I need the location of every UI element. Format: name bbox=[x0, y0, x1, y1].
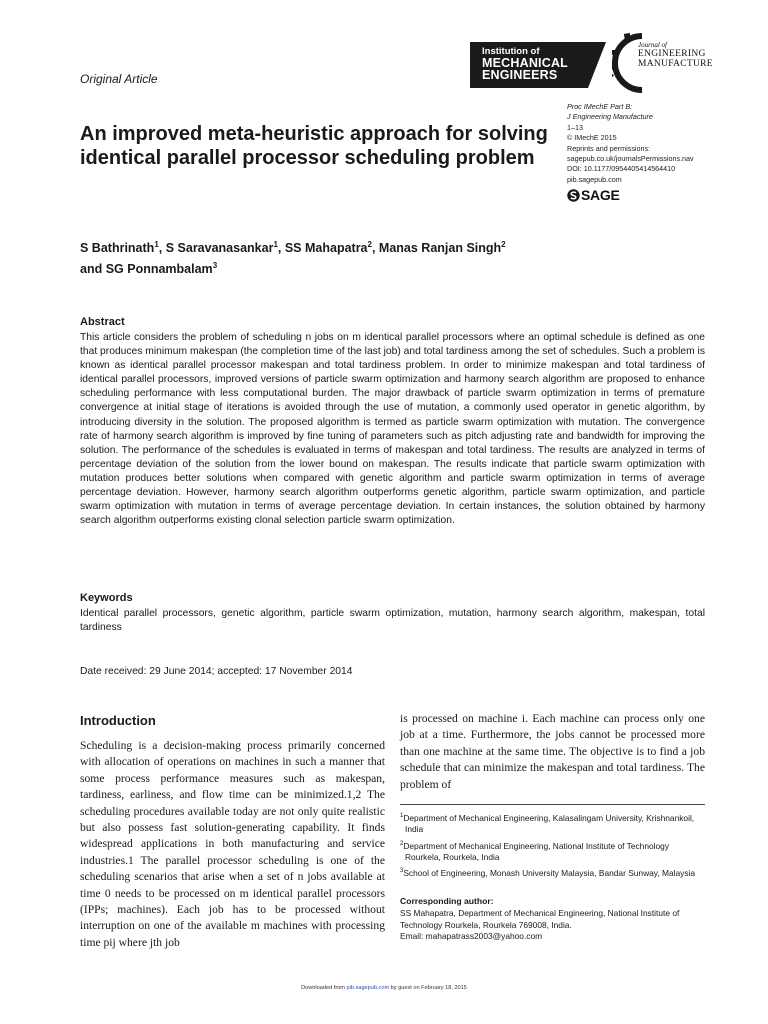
introduction-right-column: is processed on machine i. Each machine can process only one job at a time. Furthermore, the jobs cannot be processed more than one machine at the same time. The objective is to find a job schedule that can minimize the makespan and total tardiness. The problem of bbox=[400, 712, 705, 791]
journal-site-link[interactable]: pib.sagepub.com bbox=[567, 174, 622, 184]
affiliation-mark: 1 bbox=[400, 813, 404, 819]
affiliation-text: School of Engineering, Monash University Malaysia, Bandar Sunway, Malaysia bbox=[403, 868, 696, 879]
sage-s-icon bbox=[567, 189, 580, 202]
journal-logo bbox=[612, 32, 712, 94]
author-name: SG Ponnambalam bbox=[105, 262, 213, 277]
author-separator: , bbox=[158, 241, 166, 256]
publication-info bbox=[567, 102, 757, 185]
journal-name-line2: J Engineering Manufacture bbox=[567, 112, 653, 122]
author-affiliation-mark: 1 bbox=[154, 240, 159, 249]
introduction-heading: Introduction bbox=[80, 713, 156, 728]
copyright: © IMechE 2015 bbox=[567, 133, 617, 143]
affiliation-mark: 2 bbox=[400, 840, 404, 847]
author-name: S Saravanasankar bbox=[165, 241, 274, 256]
affiliation-item bbox=[400, 839, 705, 864]
sage-logo bbox=[567, 187, 619, 203]
reprints-link[interactable]: sagepub.co.uk/journalsPermissions.nav bbox=[567, 154, 694, 164]
author-conjunction: and bbox=[80, 262, 106, 277]
author-affiliation-mark: 2 bbox=[367, 240, 372, 249]
journal-name-line1: Proc IMechE Part B: bbox=[567, 102, 633, 111]
date-received: Date received: 29 June 2014; accepted: 17 November 2014 bbox=[80, 666, 353, 677]
author-name: S Bathrinath bbox=[80, 241, 155, 256]
footer-link[interactable]: pib.sagepub.com bbox=[346, 985, 390, 991]
reprints-label: Reprints and permissions: bbox=[567, 143, 651, 153]
imeche-logo-line3: ENGINEERS bbox=[482, 68, 558, 82]
article-type-label: Original Article bbox=[80, 72, 158, 86]
author-list bbox=[80, 236, 680, 278]
author-name: SS Mahapatra bbox=[284, 241, 368, 256]
author-affiliation-mark: 2 bbox=[501, 240, 506, 249]
keywords-text: Identical parallel processors, genetic algorithm, particle swarm optimization, mutation, harmony search algorithm, makespan, total tardiness bbox=[80, 608, 705, 634]
affiliation-text: Department of Mechanical Engineering, Kalasalingam University, Krishnankoil, India bbox=[403, 812, 695, 835]
corresponding-author-details bbox=[400, 908, 705, 943]
author-affiliation-mark: 1 bbox=[273, 240, 278, 249]
corresponding-author-email[interactable]: Email: mahapatrass2003@yahoo.com bbox=[400, 931, 543, 942]
affiliation-text: Department of Mechanical Engineering, National Institute of Technology Rourkela, Rourkela, India bbox=[403, 840, 670, 862]
author-separator: , bbox=[371, 241, 379, 256]
journal-logo-line3: MANUFACTURE bbox=[638, 59, 713, 69]
page-range: 1–13 bbox=[567, 122, 583, 132]
download-footer bbox=[0, 985, 768, 991]
corresponding-author-heading: Corresponding author: bbox=[400, 896, 494, 906]
imeche-logo-line1: Institution of bbox=[482, 46, 540, 57]
imeche-logo-line2: MECHANICAL bbox=[482, 56, 569, 70]
article-title: An improved meta-heuristic approach for solving identical parallel processor scheduling problem bbox=[80, 123, 548, 169]
author-name: Manas Ranjan Singh bbox=[378, 241, 502, 256]
journal-logo-line2: ENGINEERING bbox=[638, 49, 706, 59]
doi[interactable]: DOI: 10.1177/0954405414564410 bbox=[567, 164, 676, 174]
imeche-logo bbox=[470, 42, 606, 88]
affiliation-mark: 3 bbox=[400, 868, 404, 875]
abstract-heading: Abstract bbox=[80, 316, 125, 328]
affiliation-item bbox=[400, 866, 705, 879]
affiliation-item bbox=[400, 811, 705, 836]
introduction-left-column: Scheduling is a decision-making process primarily concerned with allocation of operations on machines in such a manner that some process performance measures such as makespan, tardiness, earliness, and flow time can be minimized.1,2 The scheduling procedures available today are not only quite realistic but also possess fast solution-generating capability. It finds widespread applications in both manufacturing and service industries.1 The parallel processor scheduling is one of the scheduling scenarios that arise when a set of n jobs available at time 0 needs to be processed on m identical parallel processors (IPPs; machines). Each job has to be processed without interruption on one of the available m machines with processing time pij where jth job bbox=[80, 739, 385, 949]
sage-logo-text: SAGE bbox=[581, 187, 620, 203]
author-affiliation-mark: 3 bbox=[212, 261, 218, 271]
journal-logo-line1: Journal of bbox=[638, 41, 667, 49]
corresponding-author-address: SS Mahapatra, Department of Mechanical Engineering, National Institute of Technology Rourkela, Rourkela 769008, India. bbox=[400, 908, 680, 930]
keywords-heading: Keywords bbox=[80, 592, 133, 604]
affiliations bbox=[400, 811, 705, 882]
abstract-text: This article considers the problem of scheduling n jobs on m identical parallel processors where an optimal schedule is defined as one that produces minimum makespan (the completion time of the last job) and total tardiness among the set of schedules. Such a problem is known as identical parallel processor makespan and total tardiness problem. In order to minimize makespan and total tardiness of identical parallel processors, improved versions of particle swarm optimization and harmony search algorithm are proposed to enhance scheduling performance with less computational burden. The major drawback of particle swarm optimization in terms of premature convergence at initial stage of iterations is avoided through the use of mutation, a commonly used operator in genetic algorithm, by introducing diversity in the solution. The proposed algorithm is termed as particle swarm optimization with mutation. The convergence rate of harmony search algorithm is improved by fine tuning of parameters such as pitch adjusting rate and bandwidth for improving the solution. The performance of the schedules is evaluated in terms of makespan and total tardiness. The results are analyzed in terms of percentage deviation of the solution from the lower bound on makespan. The results indicate that particle swarm optimization with mutation produces better solutions when compared with genetic algorithm and particle swarm optimization in terms of average percentage deviation. However, harmony search algorithm outperforms genetic algorithm, particle swarm optimization, and particle swarm optimization with mutation in terms of average percentage deviation. In certain instances, the solution obtained by harmony search algorithm outperforms existing clonal selection particle swarm optimization. bbox=[80, 332, 705, 527]
footer-suffix: by guest on February 18, 2015 bbox=[389, 985, 467, 991]
footer-prefix: Downloaded from bbox=[301, 985, 347, 991]
author-separator: , bbox=[277, 241, 285, 256]
footnote-divider bbox=[400, 804, 705, 805]
